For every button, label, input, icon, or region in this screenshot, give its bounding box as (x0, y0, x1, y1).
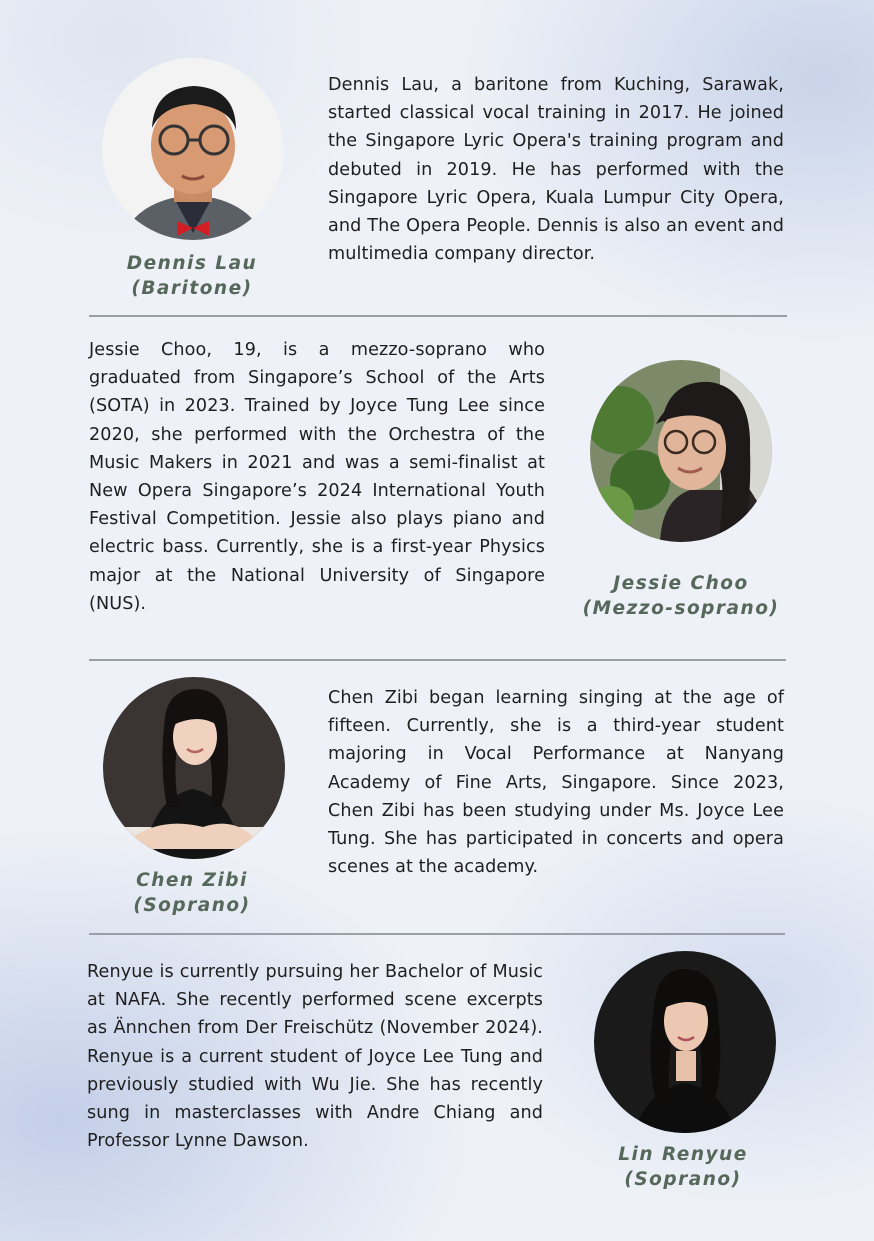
performer-card-dennis-lau (0, 0, 874, 318)
performer-voice-type: (Soprano) (624, 1169, 742, 1190)
performer-voice-type: (Mezzo-soprano) (582, 598, 780, 619)
performer-bio: Dennis Lau, a baritone from Kuching, Sarawak, started classical vocal training in 2017. He joined the Singapore Lyric Opera's training program and debuted in 2019. He has performed with the Singapore Lyric Opera, Kuala Lumpur City Opera, and The Opera People. Dennis is also an event and multimedia company director. (328, 75, 784, 265)
performer-card-chen-zibi (0, 662, 874, 934)
performer-photo-lin-renyue (594, 951, 776, 1133)
performer-voice-type: (Baritone) (131, 278, 253, 299)
performer-bio: Chen Zibi began learning singing at the age of fifteen. Currently, she is a third-year student majoring in Vocal Performance at Nanyang Academy of Fine Arts, Singapore. Since 2023, Chen Zibi has been studying under Ms. Joyce Lee Tung. She has participated in concerts and opera scenes at the academy. (328, 688, 784, 878)
performer-photo-chen-zibi (103, 677, 285, 859)
section-divider (89, 659, 786, 661)
performer-name: Lin Renyue (618, 1144, 748, 1165)
performer-name: Dennis Lau (126, 253, 258, 274)
performer-caption-chen-zibi (92, 868, 292, 918)
performer-photo-jessie-choo (590, 360, 772, 542)
performer-card-lin-renyue (0, 936, 874, 1241)
performer-caption-lin-renyue (583, 1142, 783, 1192)
section-divider (89, 933, 785, 935)
section-divider (89, 315, 787, 317)
performer-photo-dennis-lau (102, 58, 284, 240)
performer-name: Chen Zibi (136, 870, 248, 891)
performer-bio: Jessie Choo, 19, is a mezzo-soprano who graduated from Singapore’s School of the Arts (SOTA) in 2023. Trained by Joyce Tung Lee since 2020, she performed with the Orchestra of the Music Makers in 2021 and was a semi-finalist at New Opera Singapore’s 2024 International Youth Festival Competition. Jessie also plays piano and electric bass. Currently, she is a first-year Physics major at the National University of Singapore (NUS). (89, 340, 545, 614)
performer-caption-dennis-lau (92, 251, 292, 301)
performer-card-jessie-choo (0, 318, 874, 660)
performer-bio: Renyue is currently pursuing her Bachelor of Music at NAFA. She recently performed scene excerpts as Ännchen from Der Freischütz (November 2024). Renyue is a current student of Joyce Lee Tung and previously studied with Wu Jie. She has recently sung in masterclasses with Andre Chiang and Professor Lynne Dawson. (87, 962, 543, 1152)
performer-name: Jessie Choo (613, 573, 749, 594)
performer-caption-jessie-choo (570, 571, 792, 621)
performer-voice-type: (Soprano) (133, 895, 251, 916)
